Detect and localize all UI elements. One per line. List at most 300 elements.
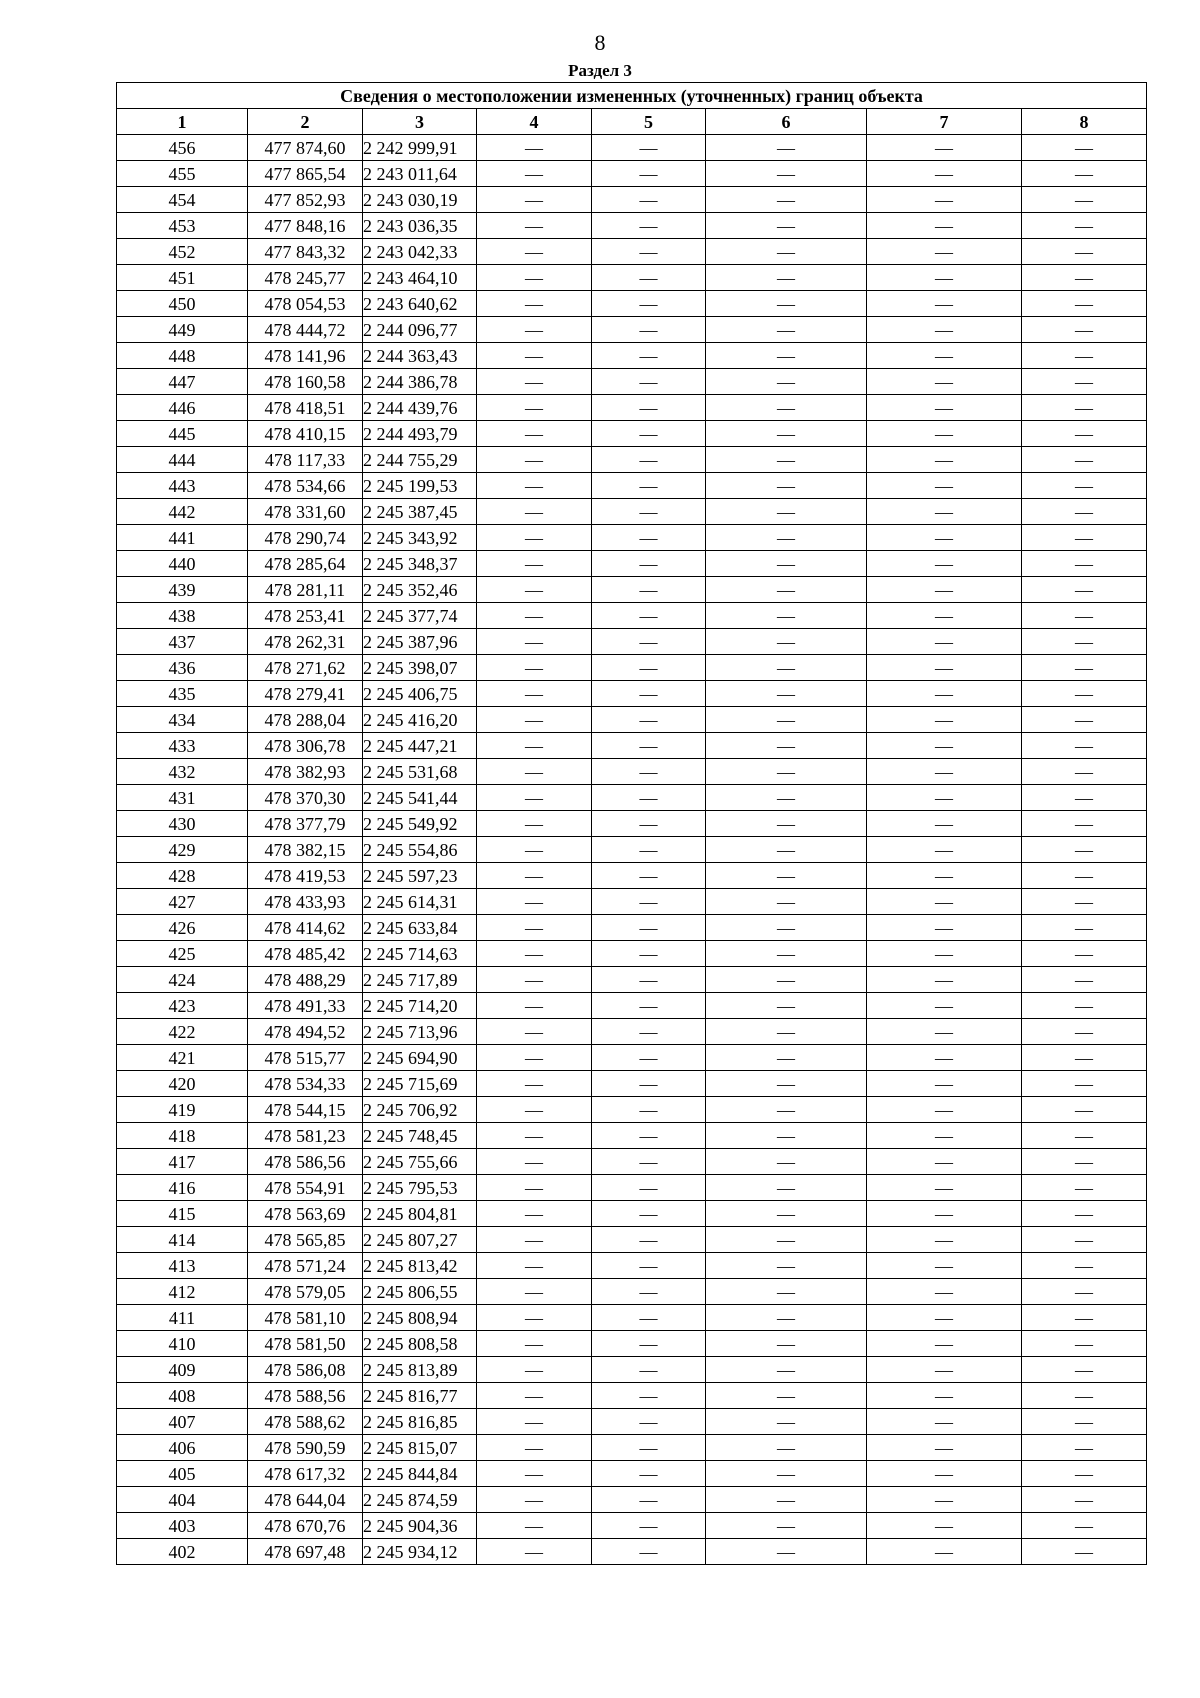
empty-value-cell: —	[592, 1409, 706, 1435]
table-row	[117, 499, 1147, 525]
x-coordinate-cell: 478 581,50	[248, 1331, 363, 1357]
x-coordinate-cell: 477 865,54	[248, 161, 363, 187]
empty-value-cell: —	[592, 1383, 706, 1409]
empty-value-cell: —	[867, 1383, 1022, 1409]
point-number-cell: 422	[117, 1019, 248, 1045]
empty-value-cell: —	[867, 1045, 1022, 1071]
table-row	[117, 1461, 1147, 1487]
empty-value-cell: —	[592, 759, 706, 785]
empty-value-cell: —	[477, 525, 592, 551]
y-coordinate-cell: 2 243 030,19	[363, 187, 477, 213]
empty-value-cell: —	[477, 213, 592, 239]
x-coordinate-cell: 478 290,74	[248, 525, 363, 551]
empty-value-cell: —	[592, 421, 706, 447]
empty-value-cell: —	[592, 967, 706, 993]
point-number-cell: 441	[117, 525, 248, 551]
empty-value-cell: —	[867, 993, 1022, 1019]
empty-value-cell: —	[592, 811, 706, 837]
y-coordinate-cell: 2 244 755,29	[363, 447, 477, 473]
point-number-cell: 404	[117, 1487, 248, 1513]
point-number-cell: 432	[117, 759, 248, 785]
x-coordinate-cell: 478 117,33	[248, 447, 363, 473]
x-coordinate-cell: 478 054,53	[248, 291, 363, 317]
point-number-cell: 417	[117, 1149, 248, 1175]
point-number-cell: 454	[117, 187, 248, 213]
x-coordinate-cell: 477 852,93	[248, 187, 363, 213]
empty-value-cell: —	[592, 863, 706, 889]
table-row	[117, 1201, 1147, 1227]
point-number-cell: 415	[117, 1201, 248, 1227]
table-row	[117, 265, 1147, 291]
point-number-cell: 446	[117, 395, 248, 421]
empty-value-cell: —	[477, 1201, 592, 1227]
empty-value-cell: —	[1022, 1253, 1147, 1279]
empty-value-cell: —	[592, 1019, 706, 1045]
empty-value-cell: —	[1022, 889, 1147, 915]
point-number-cell: 452	[117, 239, 248, 265]
table-row	[117, 1045, 1147, 1071]
empty-value-cell: —	[592, 1175, 706, 1201]
empty-value-cell: —	[1022, 369, 1147, 395]
empty-value-cell: —	[867, 889, 1022, 915]
empty-value-cell: —	[867, 1435, 1022, 1461]
empty-value-cell: —	[706, 1513, 867, 1539]
point-number-cell: 411	[117, 1305, 248, 1331]
empty-value-cell: —	[477, 447, 592, 473]
y-coordinate-cell: 2 245 748,45	[363, 1123, 477, 1149]
empty-value-cell: —	[867, 655, 1022, 681]
empty-value-cell: —	[477, 1253, 592, 1279]
x-coordinate-cell: 478 141,96	[248, 343, 363, 369]
empty-value-cell: —	[867, 1305, 1022, 1331]
empty-value-cell: —	[706, 1149, 867, 1175]
empty-value-cell: —	[706, 395, 867, 421]
table-row	[117, 1175, 1147, 1201]
empty-value-cell: —	[867, 1409, 1022, 1435]
empty-value-cell: —	[477, 1305, 592, 1331]
y-coordinate-cell: 2 244 439,76	[363, 395, 477, 421]
y-coordinate-cell: 2 245 549,92	[363, 811, 477, 837]
table-row	[117, 473, 1147, 499]
empty-value-cell: —	[1022, 1539, 1147, 1565]
empty-value-cell: —	[592, 1279, 706, 1305]
column-header-2: 2	[248, 109, 363, 135]
table-row	[117, 1435, 1147, 1461]
x-coordinate-cell: 478 377,79	[248, 811, 363, 837]
empty-value-cell: —	[477, 1149, 592, 1175]
empty-value-cell: —	[592, 629, 706, 655]
empty-value-cell: —	[867, 135, 1022, 161]
y-coordinate-cell: 2 245 874,59	[363, 1487, 477, 1513]
x-coordinate-cell: 478 419,53	[248, 863, 363, 889]
empty-value-cell: —	[1022, 239, 1147, 265]
empty-value-cell: —	[706, 239, 867, 265]
empty-value-cell: —	[477, 265, 592, 291]
x-coordinate-cell: 478 563,69	[248, 1201, 363, 1227]
empty-value-cell: —	[592, 499, 706, 525]
x-coordinate-cell: 478 554,91	[248, 1175, 363, 1201]
empty-value-cell: —	[867, 499, 1022, 525]
x-coordinate-cell: 478 382,93	[248, 759, 363, 785]
table-row	[117, 1409, 1147, 1435]
y-coordinate-cell: 2 245 199,53	[363, 473, 477, 499]
x-coordinate-cell: 478 494,52	[248, 1019, 363, 1045]
x-coordinate-cell: 478 271,62	[248, 655, 363, 681]
empty-value-cell: —	[477, 421, 592, 447]
x-coordinate-cell: 478 534,33	[248, 1071, 363, 1097]
y-coordinate-cell: 2 245 934,12	[363, 1539, 477, 1565]
point-number-cell: 421	[117, 1045, 248, 1071]
y-coordinate-cell: 2 245 416,20	[363, 707, 477, 733]
table-row	[117, 733, 1147, 759]
y-coordinate-cell: 2 243 042,33	[363, 239, 477, 265]
table-row	[117, 915, 1147, 941]
empty-value-cell: —	[1022, 317, 1147, 343]
empty-value-cell: —	[867, 161, 1022, 187]
empty-value-cell: —	[592, 135, 706, 161]
table-row	[117, 811, 1147, 837]
empty-value-cell: —	[867, 395, 1022, 421]
empty-value-cell: —	[477, 837, 592, 863]
empty-value-cell: —	[592, 655, 706, 681]
empty-value-cell: —	[867, 1019, 1022, 1045]
y-coordinate-cell: 2 245 343,92	[363, 525, 477, 551]
empty-value-cell: —	[1022, 1279, 1147, 1305]
empty-value-cell: —	[1022, 1461, 1147, 1487]
table-row	[117, 135, 1147, 161]
x-coordinate-cell: 478 262,31	[248, 629, 363, 655]
x-coordinate-cell: 478 281,11	[248, 577, 363, 603]
empty-value-cell: —	[706, 759, 867, 785]
empty-value-cell: —	[867, 811, 1022, 837]
y-coordinate-cell: 2 245 387,96	[363, 629, 477, 655]
empty-value-cell: —	[477, 603, 592, 629]
table-row	[117, 889, 1147, 915]
x-coordinate-cell: 478 410,15	[248, 421, 363, 447]
empty-value-cell: —	[706, 1383, 867, 1409]
empty-value-cell: —	[592, 161, 706, 187]
empty-value-cell: —	[867, 1461, 1022, 1487]
point-number-cell: 429	[117, 837, 248, 863]
empty-value-cell: —	[1022, 941, 1147, 967]
y-coordinate-cell: 2 245 815,07	[363, 1435, 477, 1461]
point-number-cell: 419	[117, 1097, 248, 1123]
point-number-cell: 425	[117, 941, 248, 967]
empty-value-cell: —	[477, 889, 592, 915]
empty-value-cell: —	[706, 135, 867, 161]
y-coordinate-cell: 2 245 816,77	[363, 1383, 477, 1409]
point-number-cell: 447	[117, 369, 248, 395]
empty-value-cell: —	[592, 1435, 706, 1461]
table-row	[117, 525, 1147, 551]
empty-value-cell: —	[592, 577, 706, 603]
empty-value-cell: —	[867, 1149, 1022, 1175]
empty-value-cell: —	[477, 681, 592, 707]
x-coordinate-cell: 478 245,77	[248, 265, 363, 291]
empty-value-cell: —	[1022, 421, 1147, 447]
x-coordinate-cell: 478 670,76	[248, 1513, 363, 1539]
empty-value-cell: —	[592, 369, 706, 395]
x-coordinate-cell: 478 544,15	[248, 1097, 363, 1123]
empty-value-cell: —	[592, 1487, 706, 1513]
y-coordinate-cell: 2 245 541,44	[363, 785, 477, 811]
empty-value-cell: —	[1022, 291, 1147, 317]
table-row	[117, 1383, 1147, 1409]
y-coordinate-cell: 2 245 808,94	[363, 1305, 477, 1331]
x-coordinate-cell: 478 444,72	[248, 317, 363, 343]
empty-value-cell: —	[867, 1279, 1022, 1305]
empty-value-cell: —	[867, 681, 1022, 707]
x-coordinate-cell: 478 488,29	[248, 967, 363, 993]
empty-value-cell: —	[867, 551, 1022, 577]
empty-value-cell: —	[1022, 681, 1147, 707]
empty-value-cell: —	[477, 187, 592, 213]
empty-value-cell: —	[706, 837, 867, 863]
x-coordinate-cell: 478 331,60	[248, 499, 363, 525]
point-number-cell: 437	[117, 629, 248, 655]
empty-value-cell: —	[1022, 1071, 1147, 1097]
table-row	[117, 1331, 1147, 1357]
empty-value-cell: —	[592, 291, 706, 317]
empty-value-cell: —	[592, 1071, 706, 1097]
empty-value-cell: —	[867, 1201, 1022, 1227]
empty-value-cell: —	[706, 733, 867, 759]
empty-value-cell: —	[706, 473, 867, 499]
y-coordinate-cell: 2 245 804,81	[363, 1201, 477, 1227]
empty-value-cell: —	[867, 213, 1022, 239]
empty-value-cell: —	[867, 239, 1022, 265]
y-coordinate-cell: 2 245 816,85	[363, 1409, 477, 1435]
empty-value-cell: —	[592, 395, 706, 421]
point-number-cell: 451	[117, 265, 248, 291]
point-number-cell: 430	[117, 811, 248, 837]
point-number-cell: 431	[117, 785, 248, 811]
point-number-cell: 410	[117, 1331, 248, 1357]
point-number-cell: 428	[117, 863, 248, 889]
empty-value-cell: —	[1022, 1305, 1147, 1331]
empty-value-cell: —	[592, 447, 706, 473]
empty-value-cell: —	[477, 1357, 592, 1383]
x-coordinate-cell: 478 491,33	[248, 993, 363, 1019]
empty-value-cell: —	[1022, 811, 1147, 837]
y-coordinate-cell: 2 245 633,84	[363, 915, 477, 941]
empty-value-cell: —	[477, 967, 592, 993]
empty-value-cell: —	[592, 1149, 706, 1175]
y-coordinate-cell: 2 245 348,37	[363, 551, 477, 577]
point-number-cell: 413	[117, 1253, 248, 1279]
empty-value-cell: —	[1022, 525, 1147, 551]
empty-value-cell: —	[1022, 135, 1147, 161]
empty-value-cell: —	[1022, 1383, 1147, 1409]
empty-value-cell: —	[477, 1331, 592, 1357]
empty-value-cell: —	[477, 941, 592, 967]
x-coordinate-cell: 478 370,30	[248, 785, 363, 811]
column-header-7: 7	[867, 109, 1022, 135]
table-header-row	[117, 109, 1147, 135]
empty-value-cell: —	[592, 239, 706, 265]
table-row	[117, 239, 1147, 265]
y-coordinate-cell: 2 245 806,55	[363, 1279, 477, 1305]
empty-value-cell: —	[867, 421, 1022, 447]
section-title: Раздел 3	[568, 61, 632, 80]
point-number-cell: 456	[117, 135, 248, 161]
empty-value-cell: —	[1022, 447, 1147, 473]
empty-value-cell: —	[867, 1253, 1022, 1279]
table-row	[117, 655, 1147, 681]
empty-value-cell: —	[477, 343, 592, 369]
table-row	[117, 1149, 1147, 1175]
empty-value-cell: —	[706, 1435, 867, 1461]
empty-value-cell: —	[706, 785, 867, 811]
column-header-6: 6	[706, 109, 867, 135]
empty-value-cell: —	[706, 941, 867, 967]
empty-value-cell: —	[706, 1279, 867, 1305]
empty-value-cell: —	[592, 993, 706, 1019]
empty-value-cell: —	[706, 213, 867, 239]
empty-value-cell: —	[706, 967, 867, 993]
table-row	[117, 1279, 1147, 1305]
table-row	[117, 1097, 1147, 1123]
empty-value-cell: —	[867, 1071, 1022, 1097]
y-coordinate-cell: 2 245 813,89	[363, 1357, 477, 1383]
empty-value-cell: —	[477, 1019, 592, 1045]
empty-value-cell: —	[592, 525, 706, 551]
table-row	[117, 603, 1147, 629]
table-row	[117, 837, 1147, 863]
empty-value-cell: —	[477, 1123, 592, 1149]
empty-value-cell: —	[477, 1097, 592, 1123]
point-number-cell: 455	[117, 161, 248, 187]
y-coordinate-cell: 2 243 011,64	[363, 161, 477, 187]
empty-value-cell: —	[706, 265, 867, 291]
empty-value-cell: —	[1022, 1513, 1147, 1539]
empty-value-cell: —	[867, 967, 1022, 993]
table-row	[117, 681, 1147, 707]
empty-value-cell: —	[477, 551, 592, 577]
empty-value-cell: —	[1022, 1097, 1147, 1123]
empty-value-cell: —	[592, 733, 706, 759]
table-row	[117, 1487, 1147, 1513]
empty-value-cell: —	[1022, 837, 1147, 863]
empty-value-cell: —	[706, 811, 867, 837]
x-coordinate-cell: 478 586,08	[248, 1357, 363, 1383]
empty-value-cell: —	[867, 577, 1022, 603]
empty-value-cell: —	[1022, 759, 1147, 785]
empty-value-cell: —	[706, 603, 867, 629]
empty-value-cell: —	[706, 1097, 867, 1123]
table-row	[117, 1513, 1147, 1539]
x-coordinate-cell: 478 697,48	[248, 1539, 363, 1565]
x-coordinate-cell: 478 279,41	[248, 681, 363, 707]
empty-value-cell: —	[592, 187, 706, 213]
x-coordinate-cell: 478 588,62	[248, 1409, 363, 1435]
empty-value-cell: —	[592, 915, 706, 941]
empty-value-cell: —	[1022, 1487, 1147, 1513]
empty-value-cell: —	[867, 1227, 1022, 1253]
empty-value-cell: —	[867, 785, 1022, 811]
empty-value-cell: —	[1022, 395, 1147, 421]
empty-value-cell: —	[706, 629, 867, 655]
table-row	[117, 759, 1147, 785]
table-row	[117, 369, 1147, 395]
empty-value-cell: —	[706, 1045, 867, 1071]
empty-value-cell: —	[706, 1175, 867, 1201]
empty-value-cell: —	[477, 395, 592, 421]
empty-value-cell: —	[1022, 1435, 1147, 1461]
empty-value-cell: —	[477, 317, 592, 343]
empty-value-cell: —	[867, 837, 1022, 863]
empty-value-cell: —	[1022, 915, 1147, 941]
point-number-cell: 435	[117, 681, 248, 707]
empty-value-cell: —	[867, 941, 1022, 967]
empty-value-cell: —	[867, 707, 1022, 733]
point-number-cell: 442	[117, 499, 248, 525]
empty-value-cell: —	[867, 863, 1022, 889]
empty-value-cell: —	[1022, 265, 1147, 291]
empty-value-cell: —	[477, 707, 592, 733]
point-number-cell: 412	[117, 1279, 248, 1305]
empty-value-cell: —	[592, 551, 706, 577]
table-row	[117, 551, 1147, 577]
empty-value-cell: —	[592, 1123, 706, 1149]
point-number-cell: 449	[117, 317, 248, 343]
empty-value-cell: —	[592, 837, 706, 863]
empty-value-cell: —	[867, 447, 1022, 473]
empty-value-cell: —	[592, 1539, 706, 1565]
empty-value-cell: —	[706, 577, 867, 603]
y-coordinate-cell: 2 245 694,90	[363, 1045, 477, 1071]
empty-value-cell: —	[706, 1331, 867, 1357]
point-number-cell: 433	[117, 733, 248, 759]
point-number-cell: 448	[117, 343, 248, 369]
y-coordinate-cell: 2 244 363,43	[363, 343, 477, 369]
empty-value-cell: —	[706, 993, 867, 1019]
empty-value-cell: —	[706, 369, 867, 395]
y-coordinate-cell: 2 245 706,92	[363, 1097, 477, 1123]
empty-value-cell: —	[706, 889, 867, 915]
boundary-coordinates-table	[116, 82, 1147, 1565]
y-coordinate-cell: 2 245 715,69	[363, 1071, 477, 1097]
x-coordinate-cell: 477 848,16	[248, 213, 363, 239]
empty-value-cell: —	[477, 1409, 592, 1435]
empty-value-cell: —	[592, 707, 706, 733]
empty-value-cell: —	[1022, 1227, 1147, 1253]
table-row	[117, 395, 1147, 421]
y-coordinate-cell: 2 243 640,62	[363, 291, 477, 317]
x-coordinate-cell: 478 433,93	[248, 889, 363, 915]
empty-value-cell: —	[592, 1097, 706, 1123]
point-number-cell: 409	[117, 1357, 248, 1383]
empty-value-cell: —	[477, 993, 592, 1019]
empty-value-cell: —	[1022, 1357, 1147, 1383]
x-coordinate-cell: 478 418,51	[248, 395, 363, 421]
empty-value-cell: —	[1022, 993, 1147, 1019]
empty-value-cell: —	[706, 187, 867, 213]
x-coordinate-cell: 478 306,78	[248, 733, 363, 759]
table-row	[117, 863, 1147, 889]
point-number-cell: 427	[117, 889, 248, 915]
point-number-cell: 405	[117, 1461, 248, 1487]
table-row	[117, 1071, 1147, 1097]
x-coordinate-cell: 478 590,59	[248, 1435, 363, 1461]
empty-value-cell: —	[867, 603, 1022, 629]
y-coordinate-cell: 2 245 554,86	[363, 837, 477, 863]
empty-value-cell: —	[867, 733, 1022, 759]
y-coordinate-cell: 2 245 717,89	[363, 967, 477, 993]
table-row	[117, 187, 1147, 213]
empty-value-cell: —	[706, 1123, 867, 1149]
x-coordinate-cell: 478 285,64	[248, 551, 363, 577]
